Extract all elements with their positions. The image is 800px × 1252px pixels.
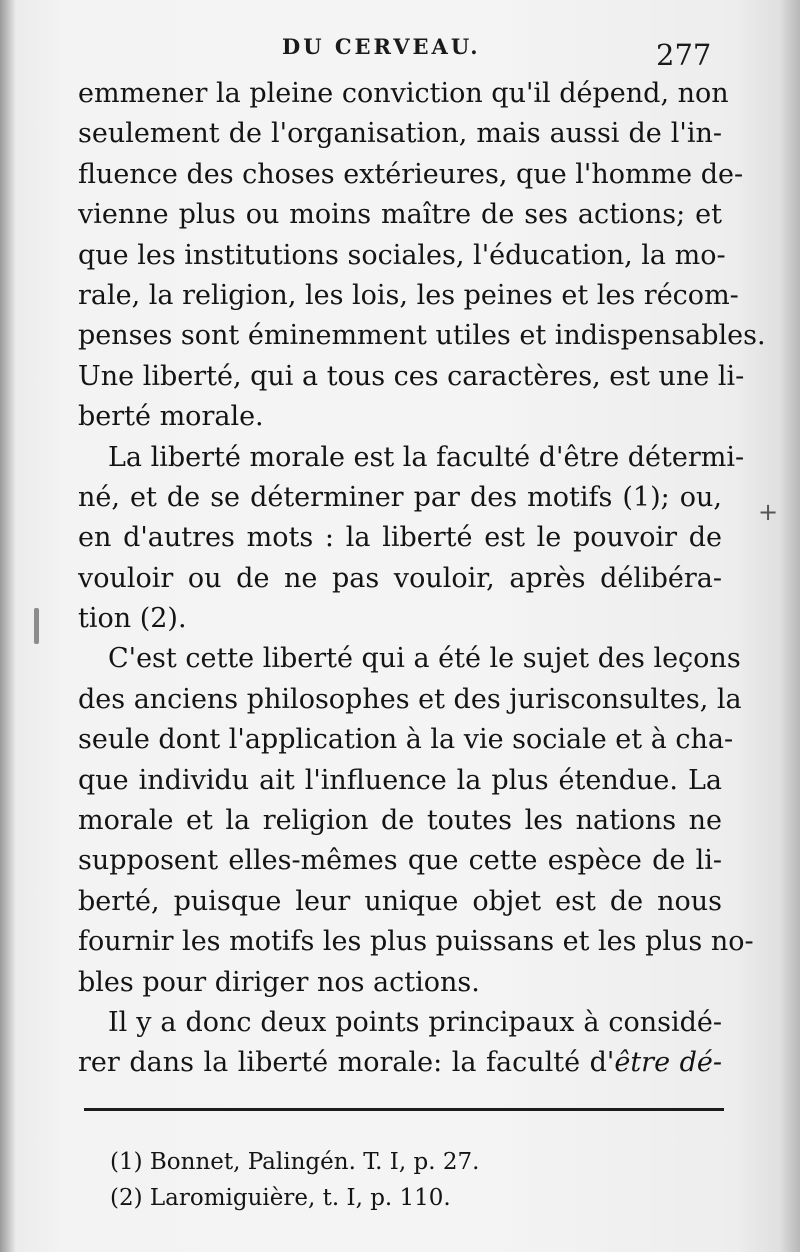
text-line: C'est cette liberté qui a été le sujet des leçons bbox=[108, 643, 741, 675]
text-line-final bbox=[78, 1043, 722, 1083]
text-line-final-roman: rer dans la liberté morale: la faculté d' bbox=[78, 1047, 615, 1079]
running-head: DU CERVEAU. bbox=[282, 34, 481, 59]
edge-shadow bbox=[780, 0, 800, 1252]
text-line: tion (2). bbox=[78, 603, 187, 635]
text-line: en d'autres mots : la liberté est le pouvoir de bbox=[78, 522, 722, 554]
margin-plus-mark: + bbox=[758, 498, 779, 526]
text-line: emmener la pleine conviction qu'il dépend, non bbox=[78, 78, 729, 109]
text-line: La liberté morale est la faculté d'être détermi- bbox=[108, 441, 745, 473]
footnote-2: (2) Laromiguière, t. I, p. 110. bbox=[110, 1185, 451, 1211]
binding-shadow bbox=[0, 0, 16, 1252]
margin-stain bbox=[34, 608, 39, 644]
text-line: né, et de se déterminer par des motifs (1); ou, bbox=[78, 481, 722, 513]
text-line: berté, puisque leur unique objet est de nous bbox=[78, 885, 722, 917]
text-line: seulement de l'organisation, mais aussi de l'in- bbox=[78, 118, 722, 150]
text-line: morale et la religion de toutes les nations ne bbox=[78, 805, 722, 837]
text-line: que individu ait l'influence la plus étendue. La bbox=[78, 764, 722, 796]
text-line: fournir les motifs les plus puissans et les plus no- bbox=[78, 926, 754, 958]
footnotes bbox=[110, 1144, 710, 1216]
text-line: supposent elles-mêmes que cette espèce de li- bbox=[78, 845, 722, 877]
text-line: Une liberté, qui a tous ces caractères, est une li- bbox=[78, 360, 745, 392]
text-line-final-italic: être dé- bbox=[614, 1047, 722, 1079]
text-line: que les institutions sociales, l'éducation, la mo- bbox=[78, 239, 726, 271]
text-line: rale, la religion, les lois, les peines et les récom- bbox=[78, 279, 739, 311]
text-line: fluence des choses extérieures, que l'homme de- bbox=[78, 158, 744, 190]
body-text bbox=[78, 74, 766, 1084]
text-line: seule dont l'application à la vie sociale et à cha- bbox=[78, 724, 734, 756]
text-line: berté morale. bbox=[78, 401, 264, 433]
footnote-rule bbox=[84, 1108, 724, 1111]
footnote-1: (1) Bonnet, Palingén. T. I, p. 27. bbox=[110, 1149, 480, 1175]
text-line: vienne plus ou moins maître de ses actions; et bbox=[78, 199, 722, 231]
text-line: bles pour diriger nos actions. bbox=[78, 966, 480, 998]
text-line: vouloir ou de ne pas vouloir, après délibéra- bbox=[78, 562, 722, 594]
text-line: des anciens philosophes et des jurisconsultes, la bbox=[78, 683, 742, 715]
page-number: 277 bbox=[656, 38, 712, 72]
text-line: Il y a donc deux points principaux à considé- bbox=[108, 1006, 722, 1038]
text-line: penses sont éminemment utiles et indispensables. bbox=[78, 320, 766, 352]
